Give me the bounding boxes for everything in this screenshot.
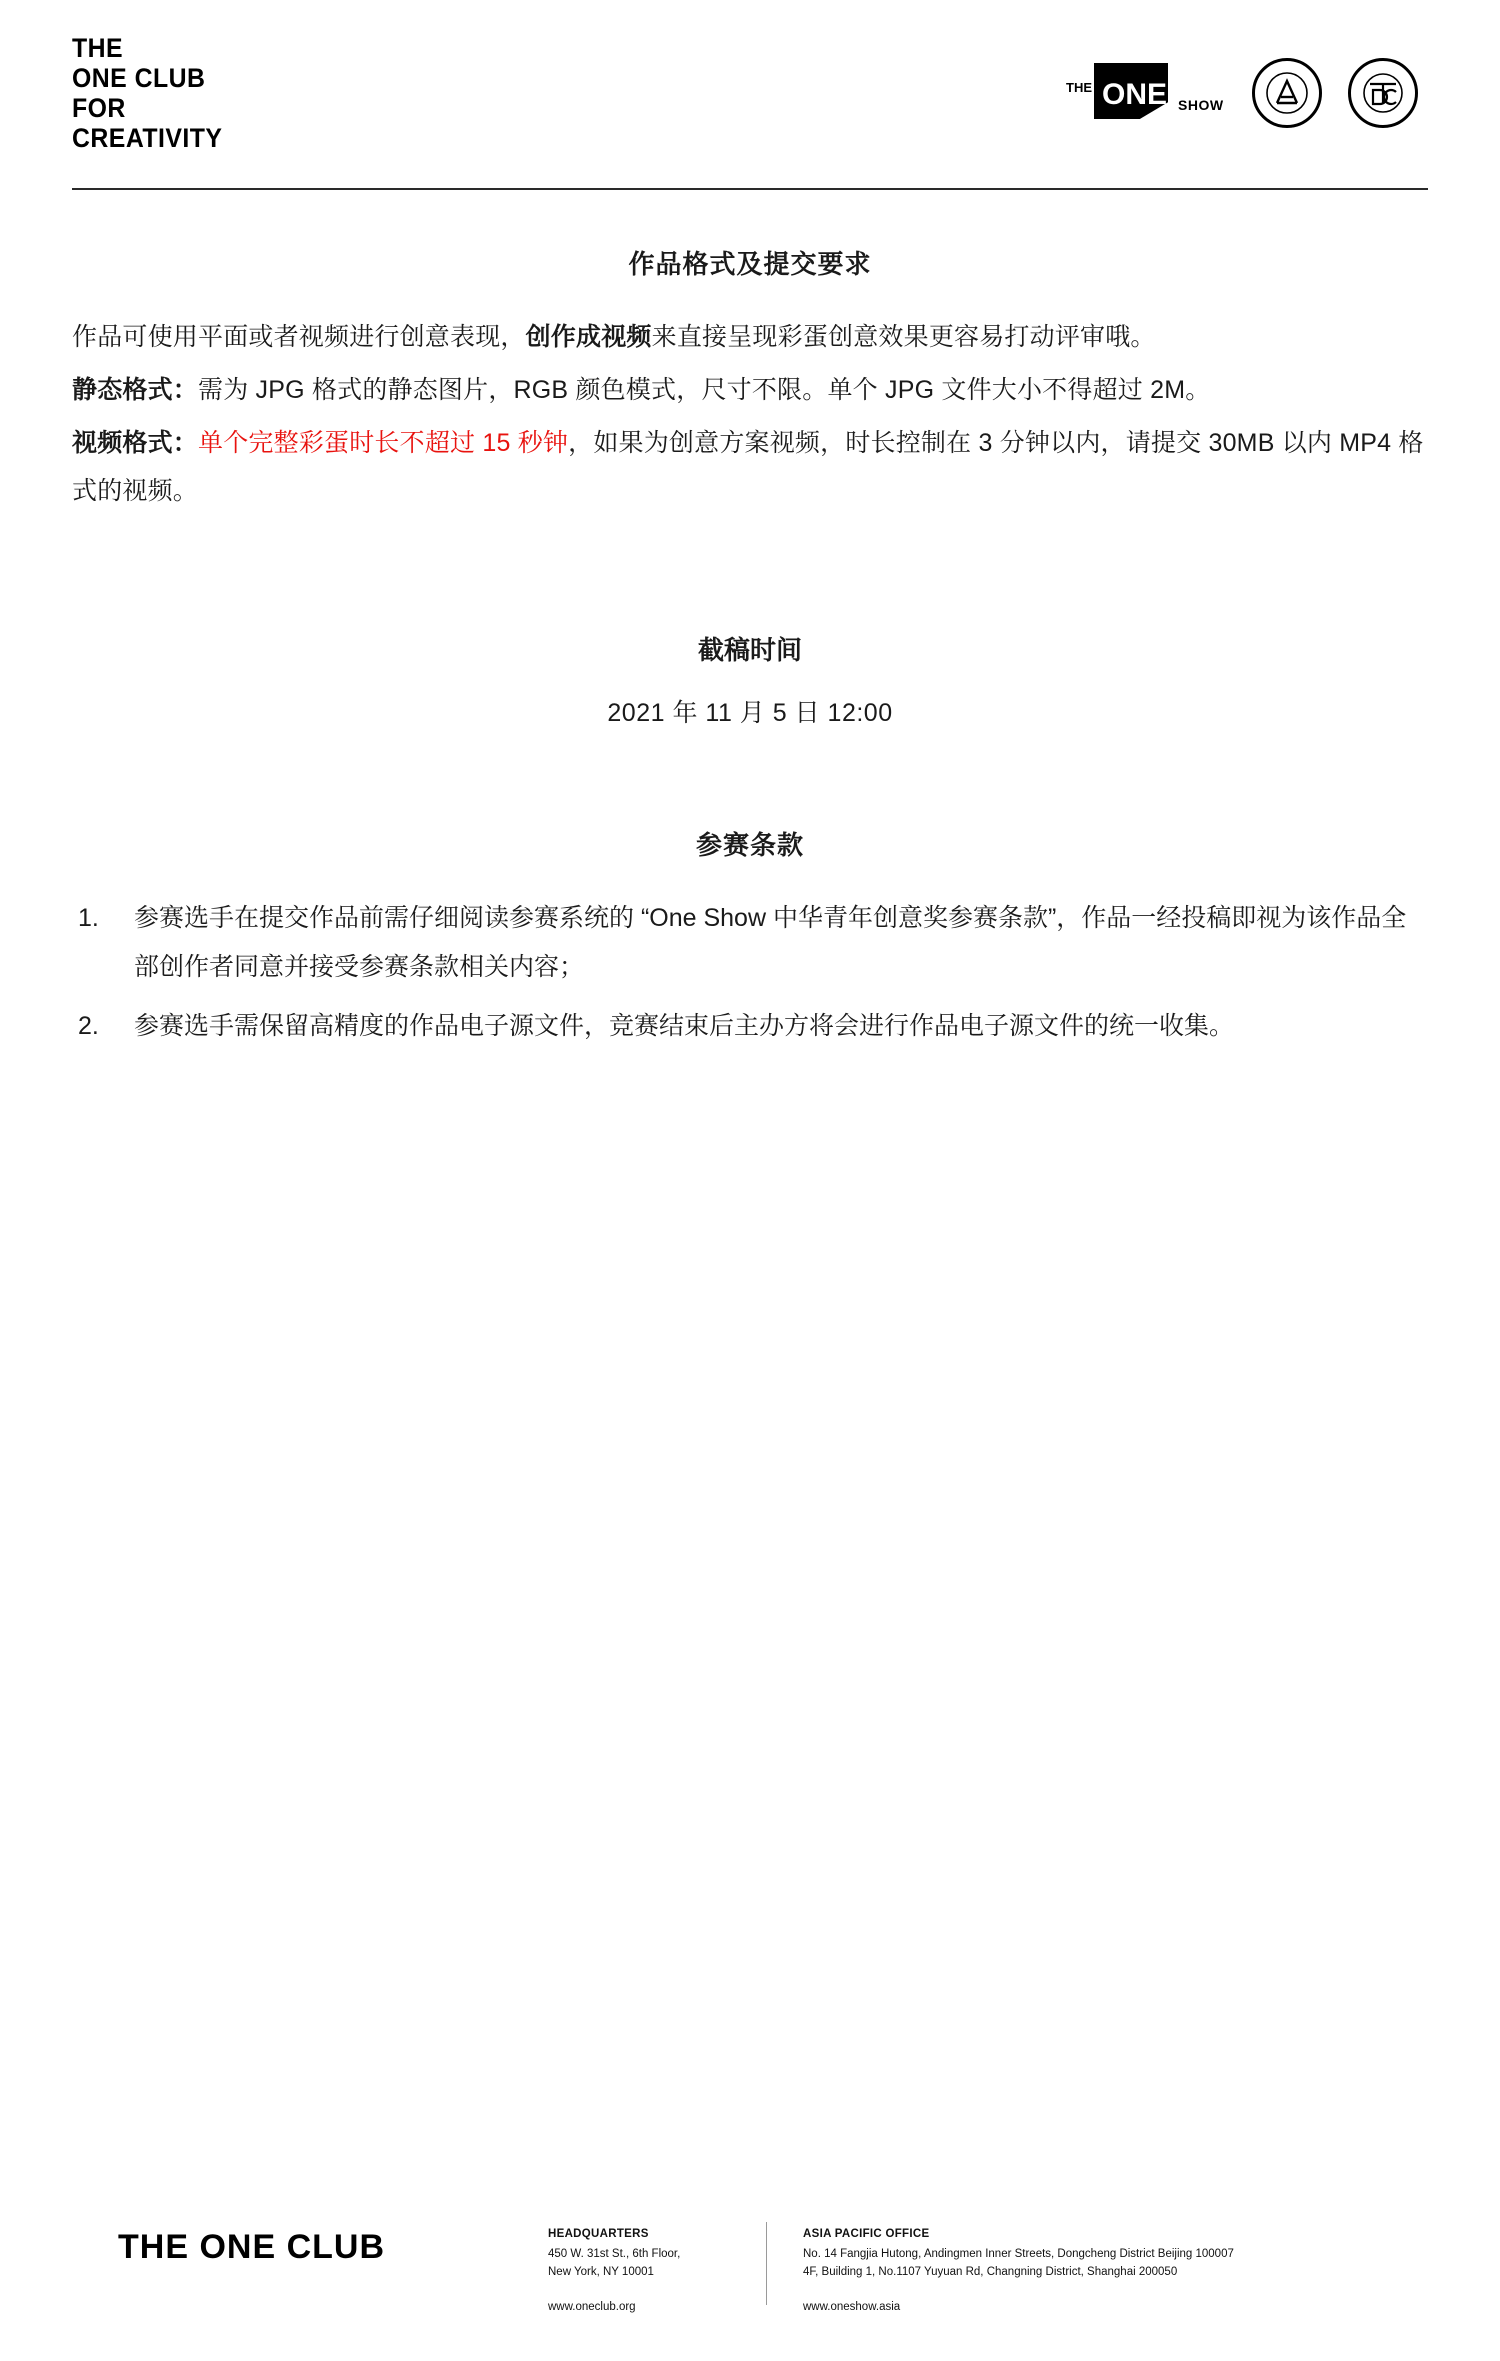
section-title-deadline: 截稿时间 [697,635,802,665]
paragraph-creative-expression [72,313,1428,362]
header-logos [1066,58,1428,128]
section-title-terms: 参赛条款 [695,830,804,860]
footer-hq-title: HEADQUARTERS [548,2227,649,2240]
footer-apac-title: ASIA PACIFIC OFFICE [803,2227,930,2240]
p1-part-c: 来直接呈现彩蛋创意效果更容易打动评审哦。 [651,323,1156,351]
one-show-show-text: SHOW [1178,97,1224,113]
video-format-text: ，如果为创意方案视频，时长控制在 3 分钟以内，请提交 30MB 以内 MP4 格式的视频。 [72,428,1424,506]
one-show-one-text: ONE [1102,78,1168,111]
video-duration-highlight: 单个完整彩蛋时长不超过 15 秒钟 [198,428,569,457]
footer-hq-line-1: 450 W. 31st St., 6th Floor, [548,2247,681,2260]
video-format-label: 视频格式： [72,428,199,457]
footer-apac-spacer [803,2281,1382,2299]
spacer-1 [72,520,1428,630]
list-item: 参赛选手需保留高精度的作品电子源文件，竞赛结束后主办方将会进行作品电子源文件的统一收集。 [134,1011,1235,1040]
static-format-label: 静态格式： [72,375,199,404]
one-club-logo [72,33,222,154]
section-title-format: 作品格式及提交要求 [628,249,872,279]
one-club-logo-line-4: CREATIVITY [72,123,223,154]
footer-hq-line-2: New York, NY 10001 [548,2265,654,2278]
paragraph-static-format [72,366,1428,415]
deadline-date-value: 2021 年 11 月 5 日 12:00 [607,699,893,727]
paragraph-video-format [72,419,1428,517]
list-item: 参赛选手在提交作品前需仔细阅读参赛系统的 “One Show 中华青年创意奖参赛条款”，作品一经投稿即视为该作品全部创作者同意并接受参赛条款相关内容； [134,904,1407,981]
p1-part-a: 作品可使用平面或者视频进行创意表现， [72,323,526,351]
terms-list [72,894,1428,1050]
footer-apac-line-2: 4F, Building 1, No.1107 Yuyuan Rd, Changning District, Shanghai 200050 [803,2265,1178,2278]
one-show-the-text: THE [1066,80,1092,95]
page-header [72,0,1428,186]
footer-hq-spacer [548,2281,766,2299]
tdc-seal-icon [1348,58,1418,128]
footer-logo: THE ONE CLUB [118,2227,385,2266]
one-club-logo-line-3: FOR [72,93,126,123]
spacer-2 [72,729,1428,825]
page-footer [0,2210,1500,2317]
footer-apac-website[interactable]: www.oneshow.asia [803,2301,901,2314]
footer-hq-website[interactable]: www.oneclub.org [548,2301,636,2314]
adc-seal-icon [1252,58,1322,128]
document-body [72,190,1428,1050]
one-club-logo-line-2: ONE CLUB [72,62,206,93]
footer-asia-pacific [803,2210,1382,2317]
static-format-text: 需为 JPG 格式的静态图片，RGB 颜色模式，尺寸不限。单个 JPG 文件大小不得超过 2M。 [198,375,1211,404]
p1-emphasis-video: 创作成视频 [525,323,652,351]
one-club-logo-line-1: THE [72,32,124,63]
one-show-logo [1066,61,1226,125]
footer-divider [766,2222,767,2305]
footer-apac-line-1: No. 14 Fangjia Hutong, Andingmen Inner Streets, Dongcheng District Beijing 100007 [803,2247,1234,2260]
footer-headquarters [548,2210,766,2317]
